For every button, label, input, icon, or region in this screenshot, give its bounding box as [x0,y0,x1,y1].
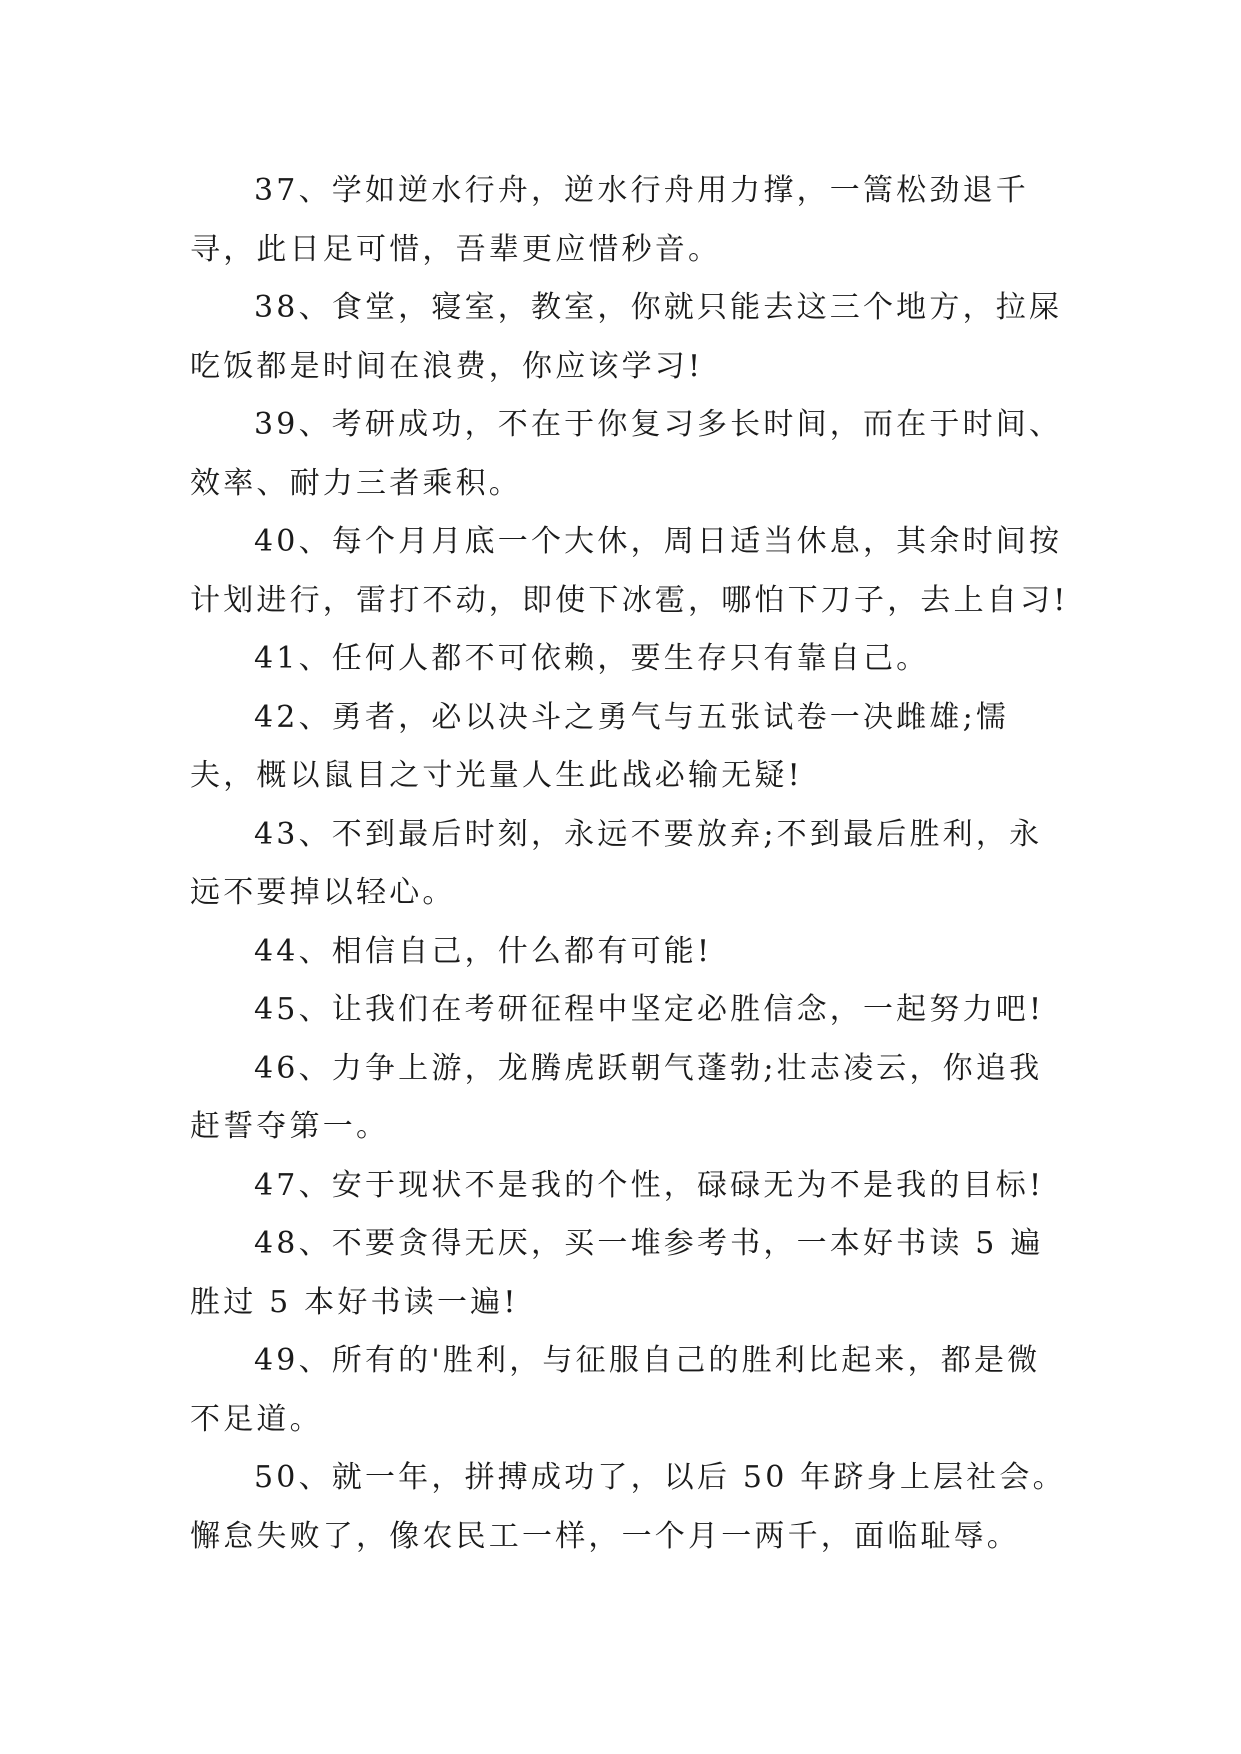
motto-39: 39、考研成功，不在于你复习多长时间，而在于时间、效率、耐力三者乘积。 [190,407,1063,501]
motto-45: 45、让我们在考研征程中坚定必胜信念，一起努力吧! [254,992,1045,1027]
motto-43: 43、不到最后时刻，永远不要放弃;不到最后胜利，永远不要掉以轻心。 [190,816,1043,910]
motto-38: 38、食堂，寝室，教室，你就只能去这三个地方，拉屎吃饭都是时间在浪费，你应该学习! [190,290,1063,384]
motto-50: 50、就一年，拼搏成功了，以后 50 年跻身上层社会。懈怠失败了，像农民工一样，一个月一两千，面临耻辱。 [190,1460,1066,1554]
text-body [190,162,1070,1566]
motto-42: 42、勇者，必以决斗之勇气与五张试卷一决雌雄;懦夫，概以鼠目之寸光量人生此战必输无疑! [190,699,1010,793]
motto-49: 49、所有的'胜利，与征服自己的胜利比起来，都是微不足道。 [190,1343,1041,1437]
motto-48: 48、不要贪得无厌，买一堆参考书，一本好书读 5 遍胜过 5 本好书读一遍! [190,1226,1044,1320]
motto-41: 41、任何人都不可依赖，要生存只有靠自己。 [254,641,930,676]
motto-44: 44、相信自己，什么都有可能! [254,933,713,969]
motto-40: 40、每个月月底一个大休，周日适当休息，其余时间按计划进行，雷打不动，即使下冰雹，哪怕下刀子，去上自习! [190,524,1069,618]
motto-47: 47、安于现状不是我的个性，碌碌无为不是我的目标! [254,1167,1045,1203]
motto-37: 37、学如逆水行舟，逆水行舟用力撑，一篙松劲退千寻，此日足可惜，吾辈更应惜秒音。 [190,173,1029,267]
motto-46: 46、力争上游，龙腾虎跃朝气蓬勃;壮志凌云，你追我赶誓夺第一。 [190,1050,1043,1144]
